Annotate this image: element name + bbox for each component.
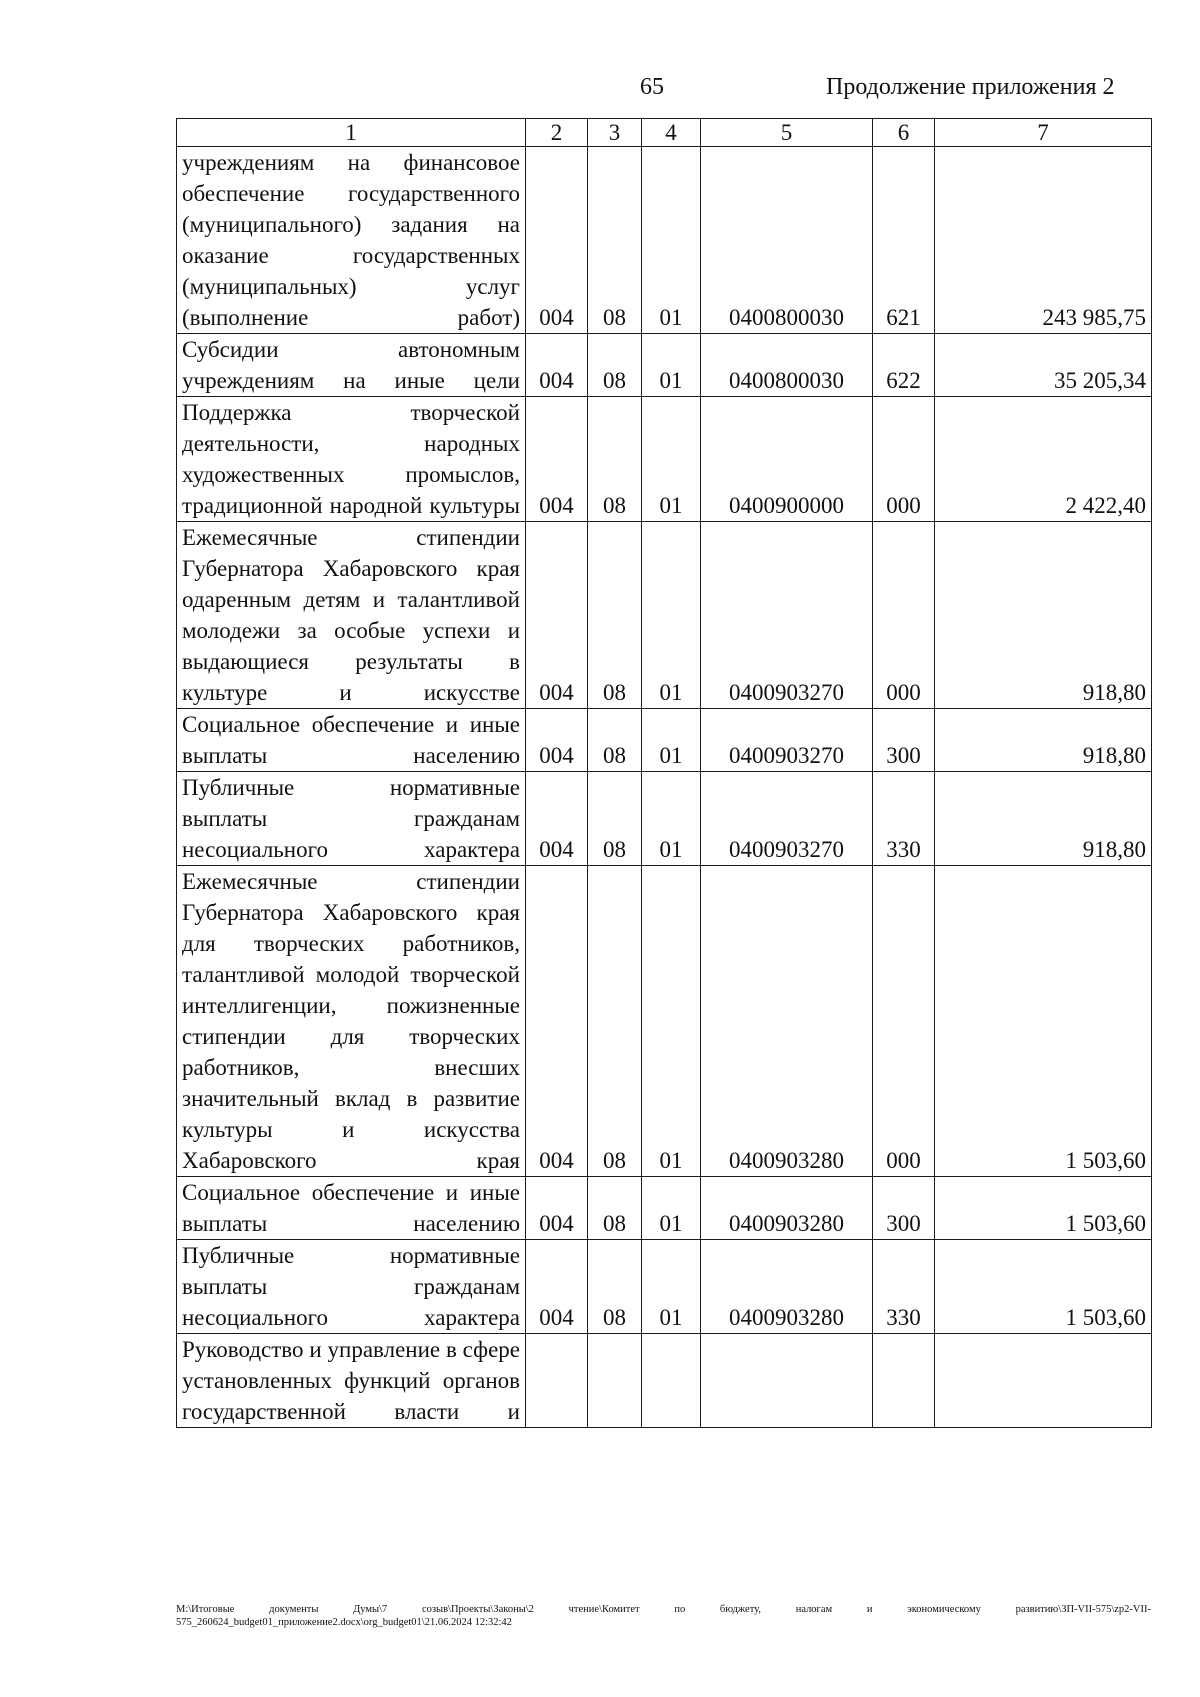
amount: 918,80 [935, 522, 1152, 709]
section-code: 08 [588, 1240, 642, 1334]
section-code [588, 1334, 642, 1428]
subsection-code: 01 [642, 709, 701, 772]
section-code: 08 [588, 522, 642, 709]
row-description: Ежемесячные стипендии Губернатора Хабаровского края одаренным детям и талантливой молодежи за особые успехи и выдающиеся результаты в культуре и искусстве [177, 522, 526, 709]
file-path-line: 575_260624_budget01_приложение2.docx\org_budget01\21.06.2024 12:32:42 [176, 1617, 512, 1628]
column-header: 6 [873, 119, 935, 147]
row-description: учреждениям на финансовое обеспечение государственного (муниципального) задания на оказание государственных (муниципальных) услуг (выполнение работ) [177, 147, 526, 334]
target-article-code: 0400800030 [701, 334, 873, 397]
amount [935, 1334, 1152, 1428]
subsection-code: 01 [642, 772, 701, 866]
amount: 918,80 [935, 772, 1152, 866]
row-description: Поддержка творческой деятельности, народных художественных промыслов, традиционной народной культуры [177, 397, 526, 522]
target-article-code: 0400903280 [701, 866, 873, 1177]
table-row [177, 1240, 1152, 1334]
ministry-code: 004 [526, 397, 588, 522]
row-description: Публичные нормативные выплаты гражданам несоциального характера [177, 1240, 526, 1334]
target-article-code: 0400903270 [701, 522, 873, 709]
file-path-footer [176, 1603, 1151, 1629]
expense-type-code [873, 1334, 935, 1428]
target-article-code: 0400903280 [701, 1240, 873, 1334]
column-header: 7 [935, 119, 1152, 147]
target-article-code: 0400903270 [701, 772, 873, 866]
subsection-code: 01 [642, 147, 701, 334]
target-article-code [701, 1334, 873, 1428]
ministry-code [526, 1334, 588, 1428]
section-code: 08 [588, 709, 642, 772]
table-row [177, 772, 1152, 866]
column-header: 2 [526, 119, 588, 147]
amount: 1 503,60 [935, 866, 1152, 1177]
amount: 35 205,34 [935, 334, 1152, 397]
row-description: Ежемесячные стипендии Губернатора Хабаровского края для творческих работников, талантливой молодой творческой интеллигенции, пожизненные стипендии для творческих работников, внесших значительный вклад в развитие культуры и искусства Хабаровского края [177, 866, 526, 1177]
target-article-code: 0400903280 [701, 1177, 873, 1240]
table-row [177, 397, 1152, 522]
continuation-label: Продолжение приложения 2 [826, 74, 1115, 100]
expense-type-code: 622 [873, 334, 935, 397]
amount: 1 503,60 [935, 1240, 1152, 1334]
ministry-code: 004 [526, 772, 588, 866]
section-code: 08 [588, 147, 642, 334]
section-code: 08 [588, 866, 642, 1177]
section-code: 08 [588, 1177, 642, 1240]
ministry-code: 004 [526, 147, 588, 334]
target-article-code: 0400903270 [701, 709, 873, 772]
page-number: 65 [640, 74, 664, 100]
file-path-line: M:\Итоговые документы Думы\7 созыв\Проекты\Законы\2 чтение\Комитет по бюджету, налогам и экономическому развитию\ЗП-VII-575\zp2-VII- [176, 1604, 1151, 1615]
expense-type-code: 330 [873, 1240, 935, 1334]
table-row [177, 522, 1152, 709]
table-row [177, 147, 1152, 334]
subsection-code [642, 1334, 701, 1428]
expense-type-code: 000 [873, 397, 935, 522]
ministry-code: 004 [526, 1240, 588, 1334]
table-row [177, 709, 1152, 772]
ministry-code: 004 [526, 709, 588, 772]
section-code: 08 [588, 334, 642, 397]
expense-type-code: 000 [873, 866, 935, 1177]
target-article-code: 0400900000 [701, 397, 873, 522]
amount: 2 422,40 [935, 397, 1152, 522]
column-header: 3 [588, 119, 642, 147]
section-code: 08 [588, 772, 642, 866]
amount: 918,80 [935, 709, 1152, 772]
row-description: Социальное обеспечение и иные выплаты населению [177, 709, 526, 772]
expense-type-code: 300 [873, 709, 935, 772]
subsection-code: 01 [642, 522, 701, 709]
subsection-code: 01 [642, 334, 701, 397]
amount: 1 503,60 [935, 1177, 1152, 1240]
expense-type-code: 621 [873, 147, 935, 334]
column-header: 1 [177, 119, 526, 147]
expense-type-code: 300 [873, 1177, 935, 1240]
subsection-code: 01 [642, 866, 701, 1177]
subsection-code: 01 [642, 1177, 701, 1240]
subsection-code: 01 [642, 1240, 701, 1334]
row-description: Руководство и управление в сфере установленных функций органов государственной власти и [177, 1334, 526, 1428]
table-row [177, 1334, 1152, 1428]
expense-type-code: 330 [873, 772, 935, 866]
target-article-code: 0400800030 [701, 147, 873, 334]
amount: 243 985,75 [935, 147, 1152, 334]
ministry-code: 004 [526, 1177, 588, 1240]
table-header-row [177, 119, 1152, 147]
expense-type-code: 000 [873, 522, 935, 709]
table-row [177, 866, 1152, 1177]
table-row [177, 334, 1152, 397]
budget-table [176, 118, 1152, 1428]
section-code: 08 [588, 397, 642, 522]
column-header: 4 [642, 119, 701, 147]
table-row [177, 1177, 1152, 1240]
ministry-code: 004 [526, 866, 588, 1177]
column-header: 5 [701, 119, 873, 147]
ministry-code: 004 [526, 522, 588, 709]
ministry-code: 004 [526, 334, 588, 397]
subsection-code: 01 [642, 397, 701, 522]
row-description: Социальное обеспечение и иные выплаты населению [177, 1177, 526, 1240]
row-description: Субсидии автономным учреждениям на иные цели [177, 334, 526, 397]
row-description: Публичные нормативные выплаты гражданам несоциального характера [177, 772, 526, 866]
